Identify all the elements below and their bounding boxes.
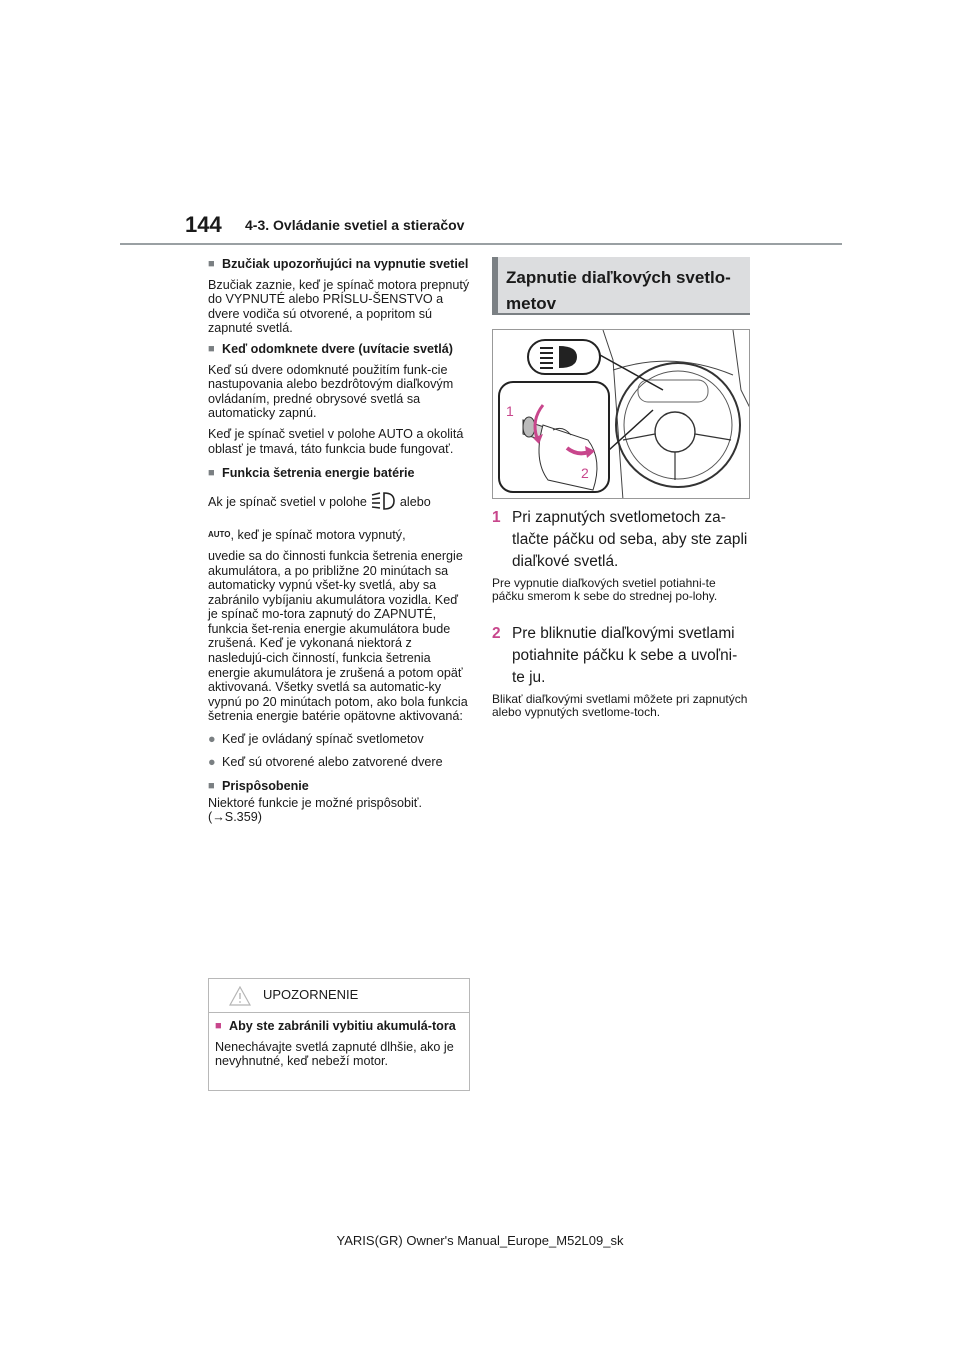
header-rule	[120, 243, 842, 245]
note-2: Blikať diaľkovými svetlami môžete pri zapnutých alebo vypnutých svetlome-toch.	[492, 692, 748, 719]
custom-heading: ■ Prispôsobenie	[208, 779, 309, 794]
buzzer-text: Bzučiak zaznie, keď je spínač motora prepnutý do VYPNUTÉ alebo PRÍSLU-ŠENSTVO a dvere vodiča sú otvorené, a popritom sú zapnuté svetlá.	[208, 277, 470, 336]
warning-triangle-icon	[229, 986, 251, 1006]
step-number: 2	[492, 625, 501, 642]
banner-title: Zapnutie diaľkových svetlo-metov	[506, 268, 731, 313]
step-2	[492, 623, 750, 689]
footer: YARIS(GR) Owner's Manual_Europe_M52L09_sk	[336, 1233, 624, 1248]
page-number: 144	[185, 212, 222, 237]
warning-label: UPOZORNENIE	[263, 987, 359, 1002]
warning-body	[215, 1019, 465, 1069]
warning-title-bar	[209, 979, 469, 1013]
list-item: ● Keď sú otvorené alebo zatvorené dvere	[208, 754, 443, 769]
square-bullet-icon: ■	[208, 467, 215, 480]
headlight-icon	[370, 491, 396, 515]
unlock-text-2: Keď je spínač svetiel v polohe AUTO a okolitá oblasť je tmavá, táto funkcia bude fungovať.	[208, 426, 464, 456]
circle-bullet-icon: ●	[208, 732, 216, 747]
buzzer-heading: ■ Bzučiak upozorňujúci na vypnutie svetiel	[208, 257, 469, 271]
unlock-heading: ■ Keď odomknete dvere (uvítacie svetlá)	[208, 341, 453, 356]
note-1: Pre vypnutie diaľkových svetiel potiahni-te páčku smerom k sebe do strednej po-lohy.	[492, 576, 718, 603]
saver-heading: ■ Funkcia šetrenia energie batérie	[208, 466, 415, 481]
list-item: ● Keď je ovládaný spínač svetlometov	[208, 732, 424, 747]
left-column	[208, 257, 470, 825]
banner-rule	[492, 313, 750, 315]
step-number: 1	[492, 509, 501, 526]
illus-label-2: 2	[581, 465, 589, 481]
saver-text-line1: Ak je spínač svetiel v polohe alebo	[208, 491, 470, 515]
circle-bullet-icon: ●	[208, 754, 216, 769]
square-bullet-icon: ■	[208, 258, 215, 270]
square-bullet-icon: ■	[215, 1020, 222, 1032]
saver-text-body: uvedie sa do činnosti funkcia šetrenia energie akumulátora, a po približne 20 minútach sa automaticky vypnú všet-ky svetlá, aby sa zabránilo vybíjaniu akumulátora vozidla. Keď je spínač mo-tora zapnutý do ZAPNUTÉ, funkcia šet-renia energie akumulátora bude zrušená. Keď je vykonaná niektorá z nasledujú-cich činností, funkcia šetrenia energie akumulátora je zrušená a potom opäť aktivovaná. Všetky svetlá sa automatic-ky vypnú po 20 minútach potom, ako bola funkcia šetrenia energie batérie opätovne aktivovaná:	[208, 548, 468, 724]
saver-text-line2: AUTO, keď je spínač motora vypnutý,	[208, 528, 406, 543]
step-text: Pre bliknutie diaľkovými svetlami potiahnite páčku k sebe a uvoľni-te ju.	[512, 625, 738, 686]
step-1	[492, 507, 750, 573]
warning-box	[208, 978, 470, 1091]
warning-text: Nenechávajte svetlá zapnuté dlhšie, ako je nevyhnutné, keď nebeží motor.	[215, 1039, 454, 1069]
lever-illustration-drawing	[493, 330, 750, 499]
step-text: Pri zapnutých svetlometoch za-tlačte páčku od seba, aby ste zapli diaľkové svetlá.	[512, 509, 748, 570]
custom-text: Niektoré funkcie je možné prispôsobiť. (→S.359)	[208, 795, 423, 825]
auto-icon: AUTO	[208, 530, 231, 540]
right-column	[492, 257, 750, 737]
square-bullet-icon: ■	[208, 780, 215, 793]
illus-label-1: 1	[506, 403, 514, 419]
section-banner	[492, 257, 750, 313]
square-bullet-icon: ■	[208, 342, 215, 355]
section-title: 4-3. Ovládanie svetiel a stieračov	[245, 217, 465, 233]
unlock-text-1: Keď sú dvere odomknuté použitím funk-cie nastupovania alebo bezdrôtovým diaľkovým ovládaním, predné obrysové svetlá sa automaticky zapnú.	[208, 362, 454, 421]
lever-illustration	[492, 329, 750, 499]
warning-heading: ■ Aby ste zabránili vybitiu akumulá-tora	[215, 1019, 456, 1033]
